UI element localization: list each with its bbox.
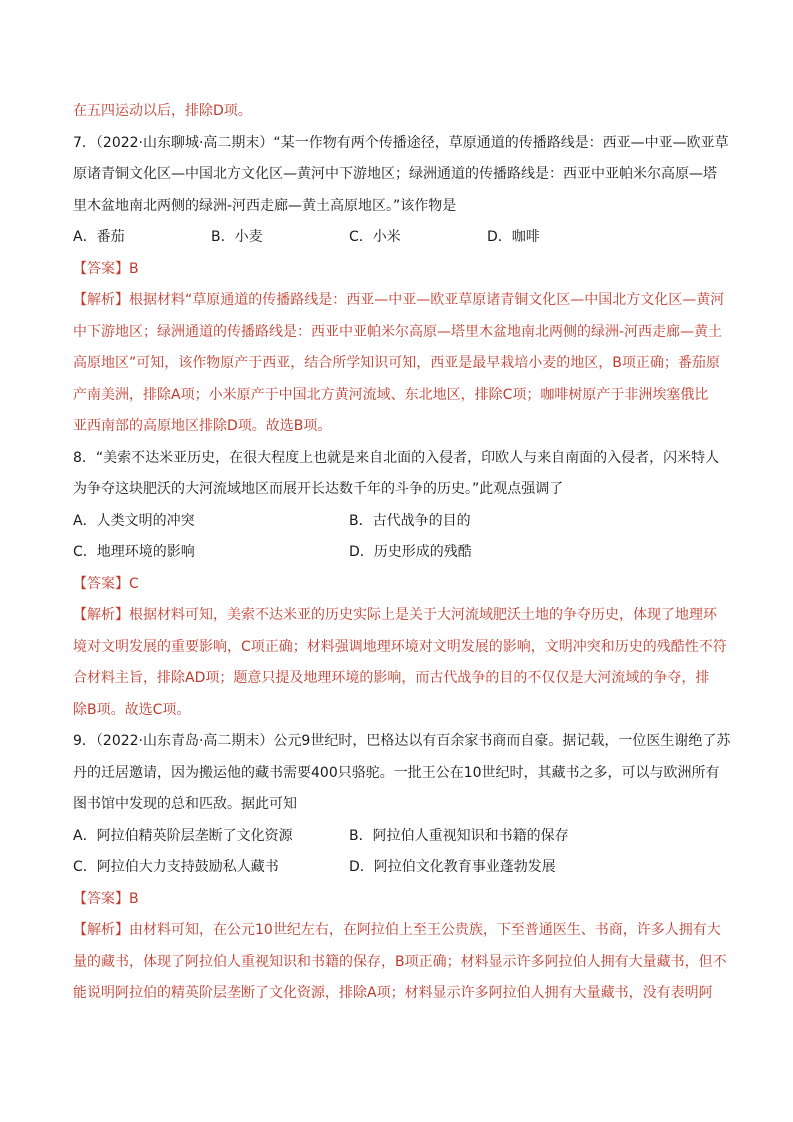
question-text-line: 图书馆中发现的总和匹敌。据此可知 xyxy=(73,796,297,812)
answer-analysis-line: 产南美洲，排除A项；小米原产于中国北方黄河流域、东北地区，排除C项；咖啡树原产于非洲埃塞俄比 xyxy=(73,386,709,403)
options-row xyxy=(73,537,723,569)
answer-analysis-line: 亚西南部的高原地区排除D项。故选B项。 xyxy=(73,418,332,434)
answer-analysis-line: 【答案】C xyxy=(73,575,139,592)
question-text-line: 8．“美索不达米亚历史，在很大程度上也就是来自北面的入侵者，印欧人与来自南面的入侵者，闪米特人 xyxy=(73,449,720,466)
option-item: C．小米 xyxy=(349,229,401,245)
option-item: C．地理环境的影响 xyxy=(73,544,195,560)
answer-analysis-line: 能说明阿拉伯的精英阶层垄断了文化资源，排除A项；材料显示许多阿拉伯人拥有大量藏书，没有表明阿 xyxy=(73,985,713,1001)
answer-analysis-line: 【答案】B xyxy=(73,260,139,277)
question-text-line: 为争夺这块肥沃的大河流域地区而展开长达数千年的斗争的历史。”此观点强调了 xyxy=(73,481,564,497)
options-row xyxy=(73,821,723,853)
option-item: D．历史形成的残酷 xyxy=(349,544,472,560)
option-item: A．阿拉伯精英阶层垄断了文化资源 xyxy=(73,827,293,844)
question-text-line: 原诸青铜文化区—中国北方文化区—黄河中下游地区；绿洲通道的传播路线是：西亚中亚帕米尔高原—塔 xyxy=(73,166,717,182)
document-page xyxy=(73,96,731,1010)
question-text-line: 丹的迁居邀请，因为搬运他的藏书需要400只骆驼。一批王公在10世纪时，其藏书之多，可以与欧洲所有 xyxy=(73,764,720,781)
answer-analysis-line: 【解析】根据材料“草原通道的传播路线是：西亚—中亚—欧亚草原诸青铜文化区—中国北方文化区—黄河 xyxy=(73,292,725,308)
question-text-line: 7．（2022·山东聊城·高二期末）“某一作物有两个传播途径，草原通道的传播路线是：西亚—中亚—欧亚草 xyxy=(73,134,729,151)
options-row xyxy=(73,506,723,538)
option-item: A．人类文明的冲突 xyxy=(73,512,195,529)
question-text-line: 里木盆地南北两侧的绿洲-河西走廊—黄土高原地区。”该作物是 xyxy=(73,197,457,214)
answer-analysis-line: 除B项。故选C项。 xyxy=(73,701,191,718)
option-item: C．阿拉伯大力支持鼓励私人藏书 xyxy=(73,859,279,875)
option-item: D．咖啡 xyxy=(487,229,540,245)
option-item: A．番茄 xyxy=(73,229,125,245)
answer-analysis-line: 在五四运动以后，排除D项。 xyxy=(73,103,252,119)
options-row xyxy=(73,222,723,254)
options-row xyxy=(73,852,723,884)
answer-analysis-line: 【答案】B xyxy=(73,890,139,907)
answer-analysis-line: 中下游地区；绿洲通道的传播路线是：西亚中亚帕米尔高原—塔里木盆地南北两侧的绿洲-河西走廊—黄土 xyxy=(73,323,723,340)
answer-analysis-line: 境对文明发展的重要影响，C项正确；材料强调地理环境对文明发展的影响，文明冲突和历史的残酷性不符 xyxy=(73,638,727,655)
option-item: B．古代战争的目的 xyxy=(349,512,471,529)
answer-analysis-line: 【解析】根据材料可知，美索不达米亚的历史实际上是关于大河流域肥沃土地的争夺历史，体现了地理环 xyxy=(73,607,717,623)
answer-analysis-line: 量的藏书，体现了阿拉伯人重视知识和书籍的保存，B项正确；材料显示许多阿拉伯人拥有大量藏书，但不 xyxy=(73,953,727,970)
option-item: B．阿拉伯人重视知识和书籍的保存 xyxy=(349,827,569,844)
option-item: B．小麦 xyxy=(211,229,263,245)
question-text-line: 9．（2022·山东青岛·高二期末）公元9世纪时，巴格达以有百余家书商而自豪。据记载，一位医生谢绝了苏 xyxy=(73,733,731,749)
answer-analysis-line: 合材料主旨，排除AD项；题意只提及地理环境的影响，而古代战争的目的不仅仅是大河流域的争夺，排 xyxy=(73,670,710,686)
option-item: D．阿拉伯文化教育事业蓬勃发展 xyxy=(349,859,556,875)
answer-analysis-line: 高原地区”可知，该作物原产于西亚，结合所学知识可知，西亚是最早栽培小麦的地区，B项正确；番茄原 xyxy=(73,355,720,371)
answer-analysis-line: 【解析】由材料可知，在公元10世纪左右，在阿拉伯上至王公贵族，下至普通医生、书商，许多人拥有大 xyxy=(73,922,721,938)
